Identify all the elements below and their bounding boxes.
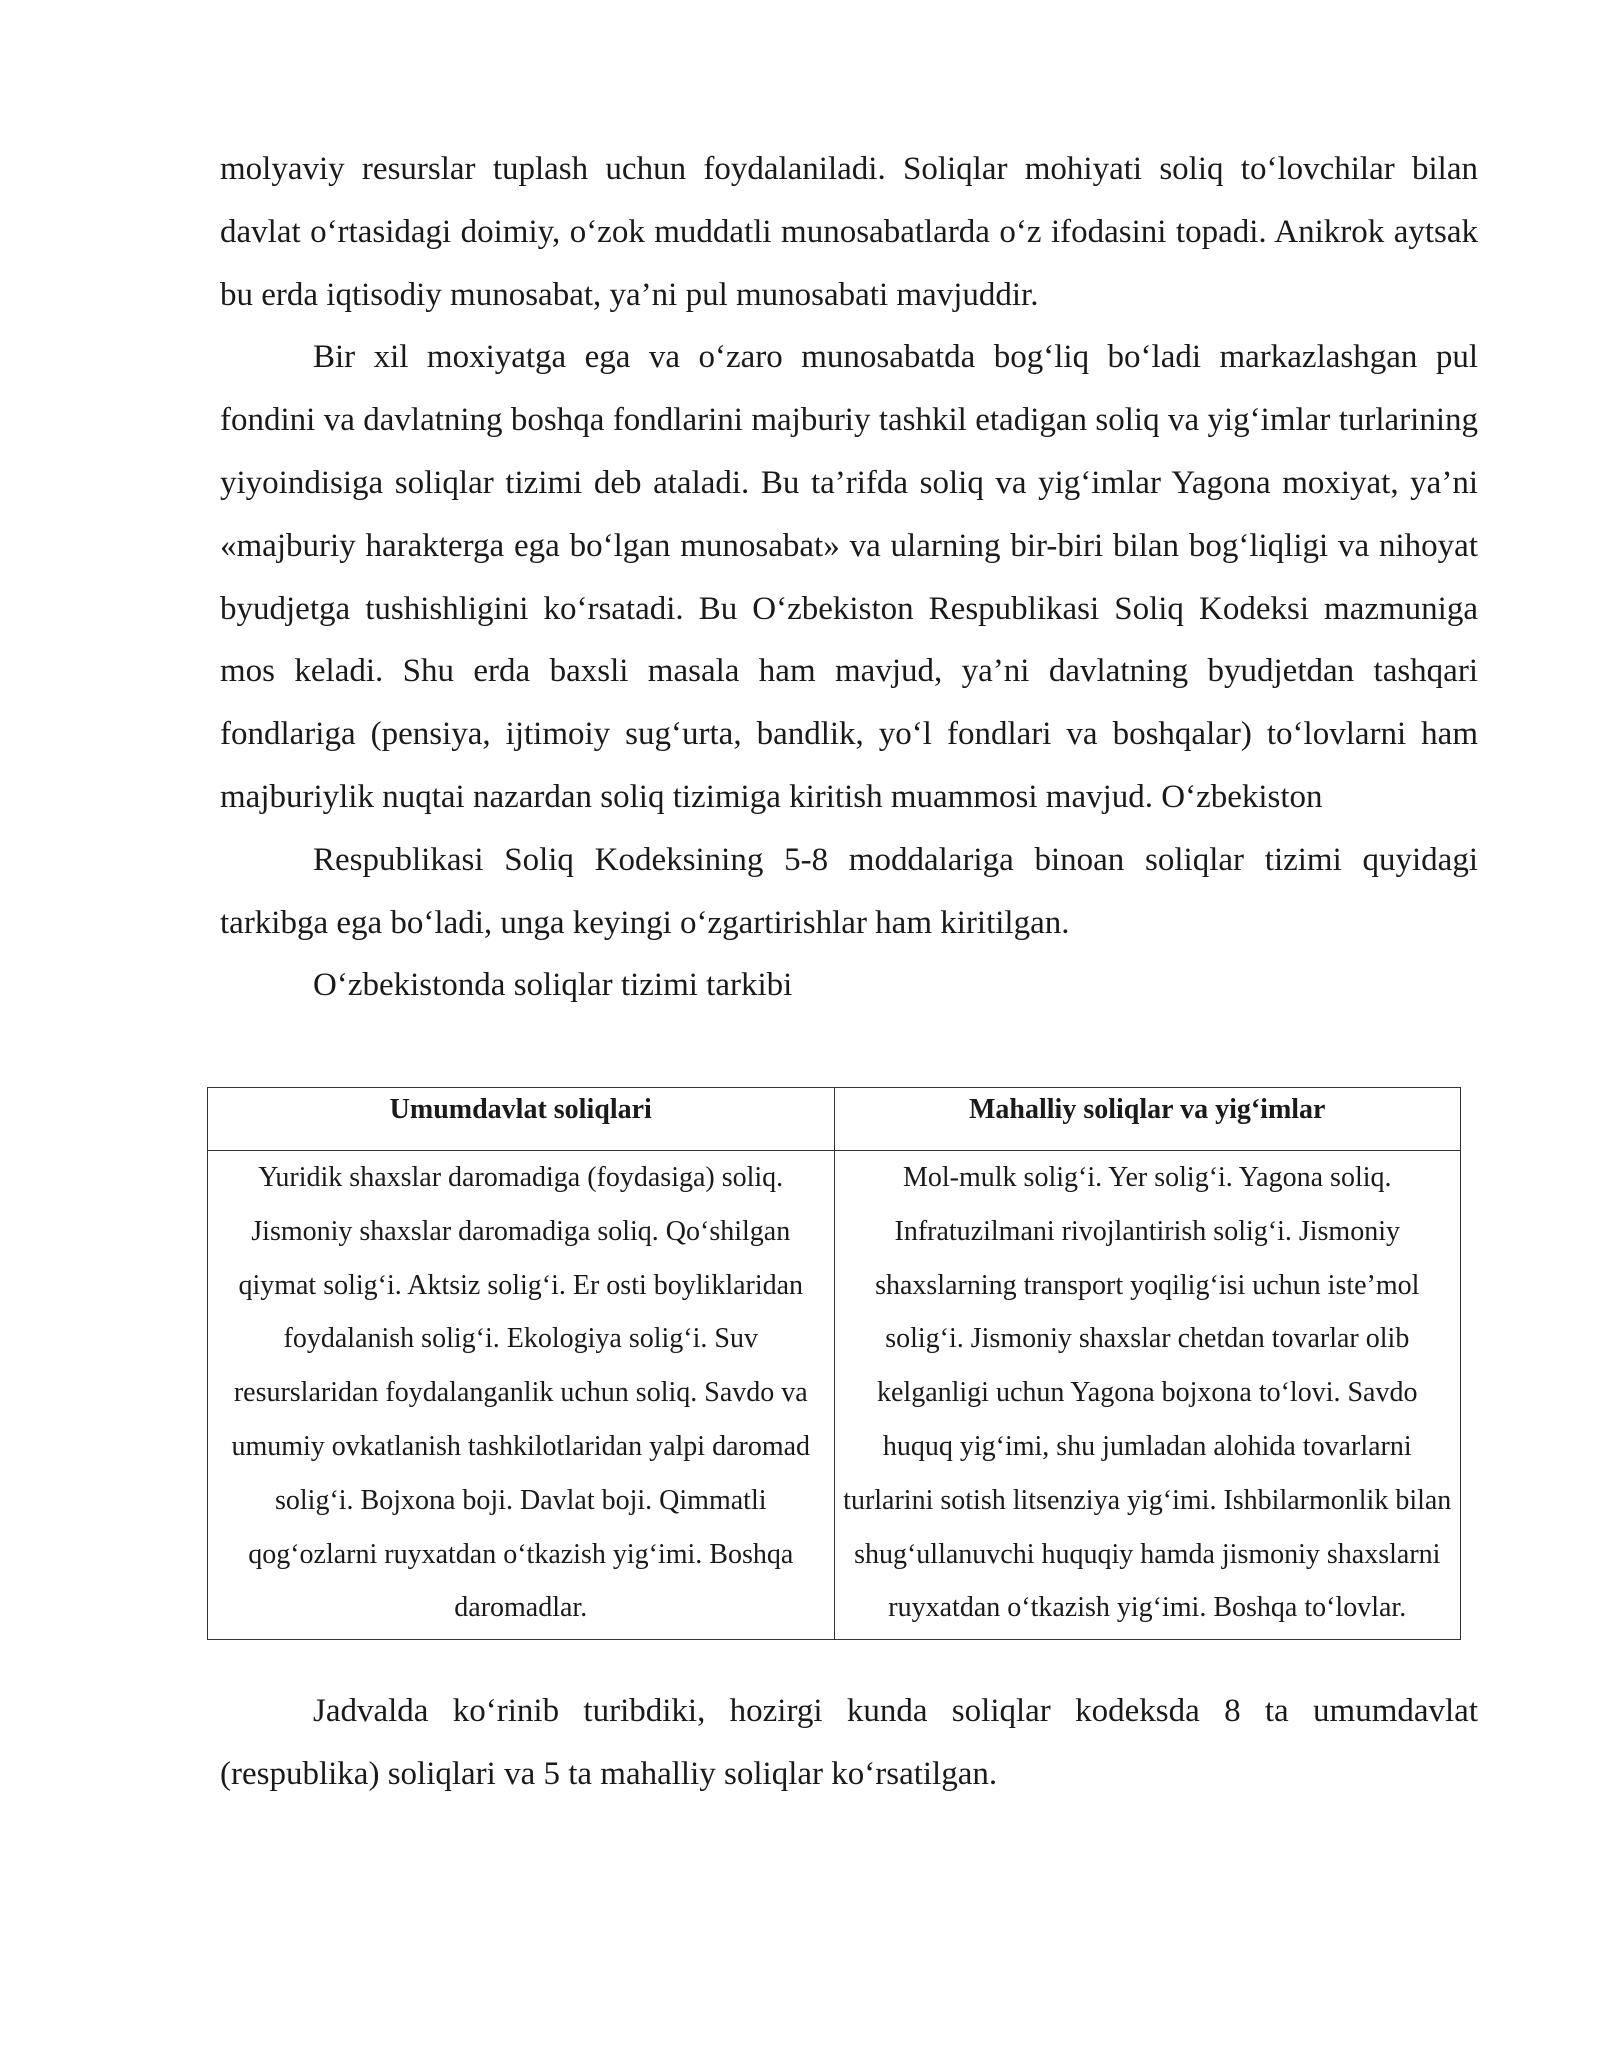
table-row [208, 1151, 1461, 1640]
paragraph-table-summary: Jadvalda ko‘rinib turibdiki, hozirgi kunda soliqlar kodeksda 8 ta umumdavlat (respublika) soliqlari va 5 ta mahalliy soliqlar ko‘rsatilgan. [220, 1693, 1478, 1792]
header-local-taxes: Mahalliy soliqlar va yig‘imlar [834, 1088, 1461, 1151]
paragraph-tax-system-definition: Bir xil moxiyatga ega va o‘zaro munosabatda bog‘liq bo‘ladi markazlashgan pul fondini va davlatning boshqa fondlarini majburiy tashkil etadigan soliq va yig‘imlar turlarining yiyoindisiga soliqlar tizimi deb ataladi. Bu ta’rifda soliq va yig‘imlar Yagona moxiyat, ya’ni «majburiy harakterga ega bo‘lgan munosabat» va ularning bir-biri bilan bog‘liqligi va nihoyat byudjetga tushishligini ko‘rsatadi. Bu O‘zbekiston Respublikasi Soliq Kodeksi mazmuniga mos keladi. Shu erda baxsli masala ham mavjud, ya’ni davlatning byudjetdan tashqari fondlariga (pensiya, ijtimoiy sug‘urta, bandlik, yo‘l fondlari va boshqalar) to‘lovlarni ham majburiylik nuqtai nazardan soliq tizimiga kiritish muammosi mavjud. O‘zbekiston [220, 339, 1478, 815]
header-national-taxes: Umumdavlat soliqlari [208, 1088, 835, 1151]
cell-national-taxes: Yuridik shaxslar daromadiga (foydasiga) soliq. Jismoniy shaxslar daromadiga soliq. Qo‘shilgan qiymat solig‘i. Aktsiz solig‘i. Er osti boyliklaridan foydalanish solig‘i. Ekologiya solig‘i. Suv resurslaridan foydalanganlik uchun soliq. Savdo va umumiy ovkatlanish tashkilotlaridan yalpi daromad solig‘i. Bojxona boji. Davlat boji. Qimmatli qog‘ozlarni ruyxatdan o‘tkazish yig‘imi. Boshqa daromadlar. [208, 1151, 835, 1640]
paragraph-tax-code-reference: Respublikasi Soliq Kodeksining 5-8 moddalariga binoan soliqlar tizimi quyidagi tarkibga ega bo‘ladi, unga keyingi o‘zgartirishlar ham kiritilgan. [220, 841, 1478, 941]
cell-local-taxes: Mol-mulk solig‘i. Yer solig‘i. Yagona soliq. Infratuzilmani rivojlantirish solig‘i. Jismoniy shaxslarning transport yoqilig‘isi uchun iste’mol solig‘i. Jismoniy shaxslar chetdan tovarlar olib kelganligi uchun Yagona bojxona to‘lovi. Savdo huquq yig‘imi, shu jumladan alohida tovarlarni turlarini sotish litsenziya yig‘imi. Ishbilarmonlik bilan shug‘ullanuvchi huquqiy hamda jismoniy shaxslarni ruyxatdan o‘tkazish yig‘imi. Boshqa to‘lovlar. [834, 1151, 1461, 1640]
document-body [220, 138, 1478, 1017]
tax-structure-table [207, 1087, 1461, 1640]
paragraph-intro: molyaviy resurslar tuplash uchun foydalaniladi. Soliqlar mohiyati soliq to‘lovchilar bilan davlat o‘rtasidagi doimiy, o‘zok muddatli munosabatlarda o‘z ifodasini topadi. Anikrok aytsak bu erda iqtisodiy munosabat, ya’ni pul munosabati mavjuddir. [220, 151, 1478, 313]
table-header-row [208, 1088, 1461, 1151]
document-body-after-table [220, 1680, 1478, 1806]
table-caption: O‘zbekistonda soliqlar tizimi tarkibi [313, 967, 793, 1004]
